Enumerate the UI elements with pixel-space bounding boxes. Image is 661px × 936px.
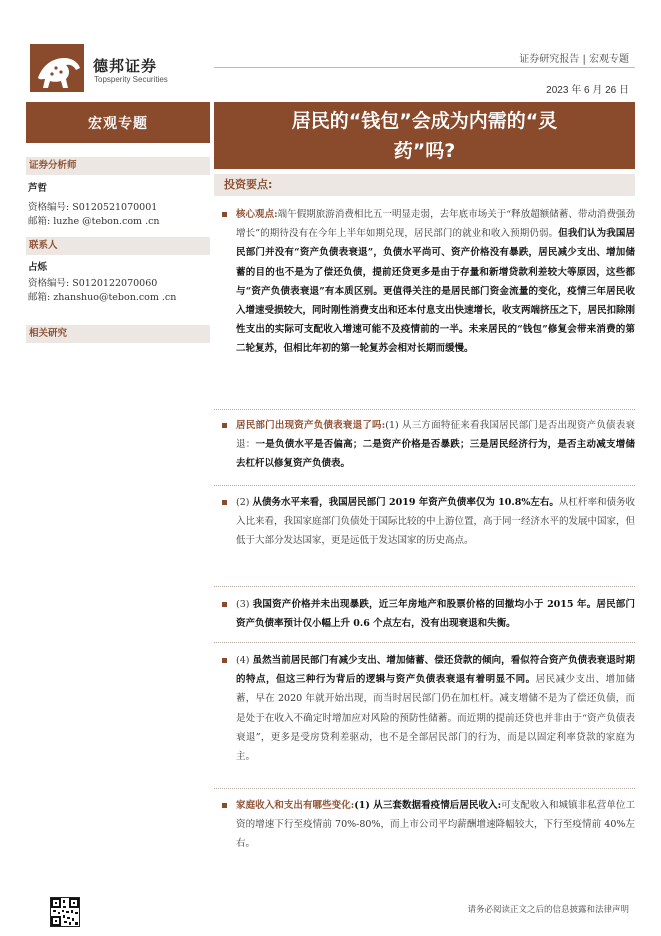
contact-heading: 联系人 — [26, 237, 210, 255]
paragraph-bold: 一是负债水平是否偏高；二是资产价格是否暴跌；三是居民经济行为，是否主动减支增储去杠杆以修复资产负债表。 — [236, 439, 635, 470]
related-research-heading: 相关研究 — [26, 325, 210, 343]
report-title — [214, 102, 635, 169]
bullet-icon — [222, 212, 227, 217]
section-divider — [214, 788, 635, 789]
paragraph-debt-level — [222, 493, 635, 551]
analyst-cert: 资格编号: S0120521070001 — [28, 202, 158, 213]
brand-logo — [30, 44, 84, 92]
paragraph-bold: 但我们认为我国居民部门并没有“资产负债表衰退”，负债水平尚可、资产价格没有暴跌，居民减少支出、增加储蓄的目的也不是为了偿还负债，提前还贷更多是由于存量和新增贷款利差较大等原因，这些都与“资产负债表衰退”有本质区别。更值得关注的是居民部门资金流量的变化，疫情三年居民收入增速受损较大，同时刚性消费支出和还本付息支出快速增长，收支两端挤压之下，居民扣除刚性支出的实际可支配收入增速可能不及疫情前的一半。未来居民的“钱包”修复会带来消费的第二轮复苏，但相比年初的第一轮复苏会相对长期而缓慢。 — [236, 228, 636, 355]
report-title-line-2: 药”吗? — [393, 140, 456, 162]
paragraph-asset-prices — [222, 595, 635, 633]
report-title-line-1: 居民的“钱包”会成为内需的“灵 — [291, 110, 558, 132]
section-divider — [214, 409, 635, 410]
paragraph-bold: 从债务水平来看，我国居民部门 2019 年资产负债率仅为 10.8%左右。 — [252, 497, 559, 508]
bullet-icon — [222, 658, 227, 663]
paragraph-text: 居民减少支出、增加储蓄，早在 2020 年就开始出现，而当时居民部门仍在加杠杆。减支增储不是为了偿还负债，而是处于在收入不确定时增加应对风险的预防性储蓄。而近期的提前还贷也并非由于“资产负债表衰退”，更多是受房贷利差驱动，也不是全部居民部门的行为，而是以固定利率贷款的家庭为主。 — [236, 674, 635, 763]
contact-email: 邮箱: zhanshuo@tebon.com .cn — [28, 292, 177, 303]
section-divider — [214, 485, 635, 486]
paragraph-lead: 居民部门出现资产负债表衰退了吗: — [236, 420, 386, 431]
paragraph-bold: 虽然当前居民部门有减少支出、增加储蓄、偿还贷款的倾向，看似符合资产负债表衰退时期的特点，但这三种行为背后的逻辑与资产负债表衰退有着明显不同。 — [236, 655, 635, 686]
paragraph-index: (4) — [236, 655, 253, 666]
bullet-icon — [222, 602, 227, 607]
paragraph-balance-sheet — [222, 416, 635, 474]
paragraph-text: 可支配收入和城镇非私营单位工资的增速下行至疫情前 70%-80%，而上市公司平均薪酬增速降幅较大，下行至疫情前 40%左右。 — [236, 800, 635, 850]
leopard-logo-icon — [30, 44, 84, 92]
header-divider — [214, 67, 635, 68]
paragraph-index: (3) — [236, 599, 253, 610]
report-date: 2023 年 6 月 26 日 — [546, 85, 629, 96]
brand-name-en: Topsperity Securities — [94, 75, 168, 84]
paragraph-text: 端午假期旅游消费相比五一明显走弱，去年底市场关于“释放超额储蓄、带动消费强劲增长”的期待没有在今年上半年如期兑现，居民部门的就业和收入预期仍弱。 — [236, 209, 636, 240]
contact-name: 占烁 — [28, 262, 48, 273]
paragraph-household-behavior — [222, 651, 635, 766]
paragraph-bold: 我国资产价格并未出现暴跌，近三年房地产和股票价格的回撤均小于 2015 年。居民部门资产负债率预计仅小幅上升 0.6 个点左右，没有出现衰退和失衡。 — [236, 599, 636, 630]
section-divider — [214, 586, 635, 587]
paragraph-lead: 核心观点: — [236, 209, 278, 220]
legal-disclaimer: 请务必阅读正文之后的信息披露和法律声明 — [467, 905, 629, 915]
bullet-icon — [222, 500, 227, 505]
paragraph-bold: (1) 从三套数据看疫情后居民收入: — [354, 800, 502, 811]
qr-code-icon — [50, 897, 80, 927]
paragraph-index: (2) — [236, 497, 253, 508]
bullet-icon — [222, 423, 227, 428]
brand-name: 德邦证券 — [93, 57, 158, 75]
key-points-heading: 投资要点: — [214, 174, 635, 196]
analyst-name: 芦哲 — [28, 183, 48, 194]
paragraph-lead: 家庭收入和支出有哪些变化: — [236, 800, 355, 811]
qr-pattern-icon — [51, 898, 79, 926]
paragraph-income-changes — [222, 796, 635, 854]
section-divider — [214, 642, 635, 643]
report-type: 证券研究报告 | 宏观专题 — [519, 54, 629, 65]
paragraph-text: (1) 从三方面特征来看我国居民部门是否出现资产负债表衰退： — [236, 420, 635, 451]
paragraph-core-view — [222, 205, 635, 359]
analyst-heading: 证券分析师 — [26, 157, 210, 175]
report-category-banner: 宏观专题 — [26, 102, 210, 143]
contact-cert: 资格编号: S0120122070060 — [28, 278, 158, 289]
bullet-icon — [222, 803, 227, 808]
paragraph-text: 从杠杆率和债务收入比来看，我国家庭部门负债处于国际比较的中上游位置，高于同一经济水平的发展中国家，但低于大部分发达国家，更是远低于发达国家的历史高点。 — [236, 497, 636, 547]
analyst-email: 邮箱: luzhe @tebon.com .cn — [28, 216, 160, 227]
